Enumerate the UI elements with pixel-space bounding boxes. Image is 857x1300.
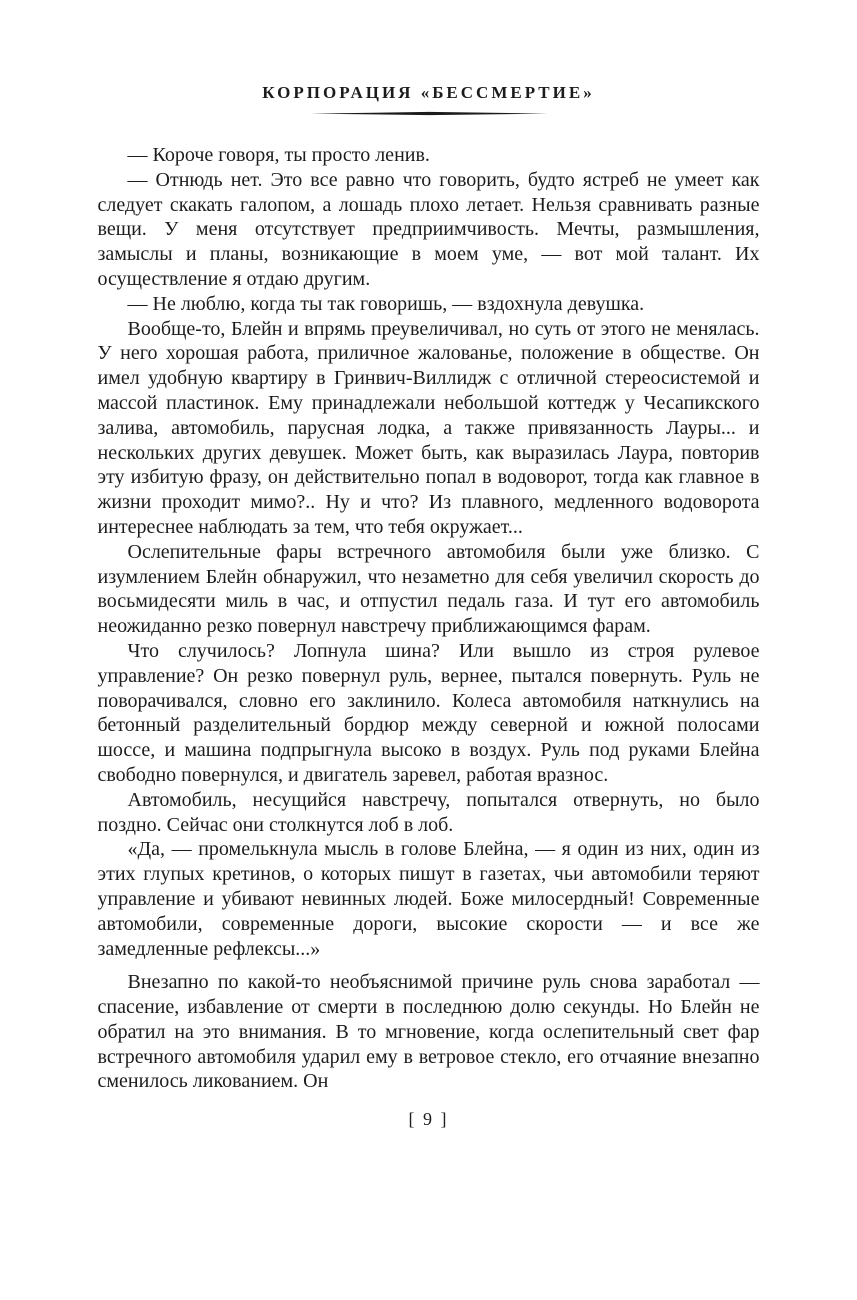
paragraph: Ослепительные фары встречного автомобиля были уже близко. С изумлением Блейн обнаружил, что незаметно для себя увеличил скорость до восьмидесяти миль в час, и отпустил педаль газа. И тут его автомобиль неожиданно резко повернул навстречу приближающимся фарам. bbox=[97, 540, 760, 638]
running-head bbox=[0, 84, 857, 116]
header-divider-rule bbox=[310, 111, 548, 116]
page-footer bbox=[0, 1109, 857, 1130]
paragraph: — Не люблю, когда ты так говоришь, — вздохнула девушка. bbox=[127, 292, 645, 315]
paragraph: Что случилось? Лопнула шина? Или вышло из строя рулевое управление? Он резко повернул руль, вернее, пытался повернуть. Руль не поворачивался, словно его заклинило. Колеса автомобиля наткнулись на бетонный разделительный бордюр между северной и южной полосами шоссе, и машина подпрыгнула высоко в воздух. Руль под руками Блейна свободно повернулся, и двигатель заревел, работая вразнос. bbox=[97, 639, 760, 786]
paragraph: — Отнюдь нет. Это все равно что говорить, будто ястреб не умеет как следует скакать галопом, а лошадь плохо летает. Нельзя сравнивать разные вещи. У меня отсутствует предприимчивость. Мечты, размышления, замыслы и планы, возникающие в моем уме, — вот мой талант. Их осуществление я отдаю другим. bbox=[97, 168, 760, 290]
paragraph: — Короче говоря, ты просто ленив. bbox=[127, 144, 430, 166]
paragraph: Автомобиль, несущийся навстречу, попытался отвернуть, но было поздно. Сейчас они столкнутся лоб в лоб. bbox=[97, 788, 760, 836]
paragraph: «Да, — промелькнула мысль в голове Блейна, — я один из них, один из этих глупых кретинов, о которых пишут в газетах, чьи автомобили теряют управление и убивают невинных людей. Боже милосердный! Современные автомобили, современные дороги, высокие скорости — и все же замедленные рефлексы...» bbox=[97, 838, 760, 960]
page-number: [ 9 ] bbox=[408, 1109, 449, 1130]
paragraph: Внезапно по какой-то необъяснимой причине руль снова заработал — спасение, избавление от смерти в последнюю долю секунды. Но Блейн не обратил на это внимания. В то мгновение, когда ослепительный свет фар встречного автомобиля ударил ему в ветровое стекло, его отчаяние внезапно сменилось ликованием. Он bbox=[97, 971, 760, 1093]
book-title: КОРПОРАЦИЯ «БЕССМЕРТИЕ» bbox=[262, 83, 595, 102]
paragraph: Вообще-то, Блейн и впрямь преувеличивал, но суть от этого не менялась. У него хорошая работа, приличное жалованье, положение в обществе. Он имел удобную квартиру в Гринвич-Виллидж с отличной стереосистемой и массой пластинок. Ему принадлежали небольшой коттедж у Чесапикского залива, автомобиль, парусная лодка, а также привязанность Лауры... и нескольких других девушек. Может быть, как выразилась Лаура, повторив эту избитую фразу, он действительно попал в водоворот, тогда как главное в жизни проходит мимо?.. Ну и что? Из плавного, медленного водоворота интереснее наблюдать за тем, что тебя окружает... bbox=[97, 317, 760, 538]
body-text bbox=[98, 143, 760, 1094]
